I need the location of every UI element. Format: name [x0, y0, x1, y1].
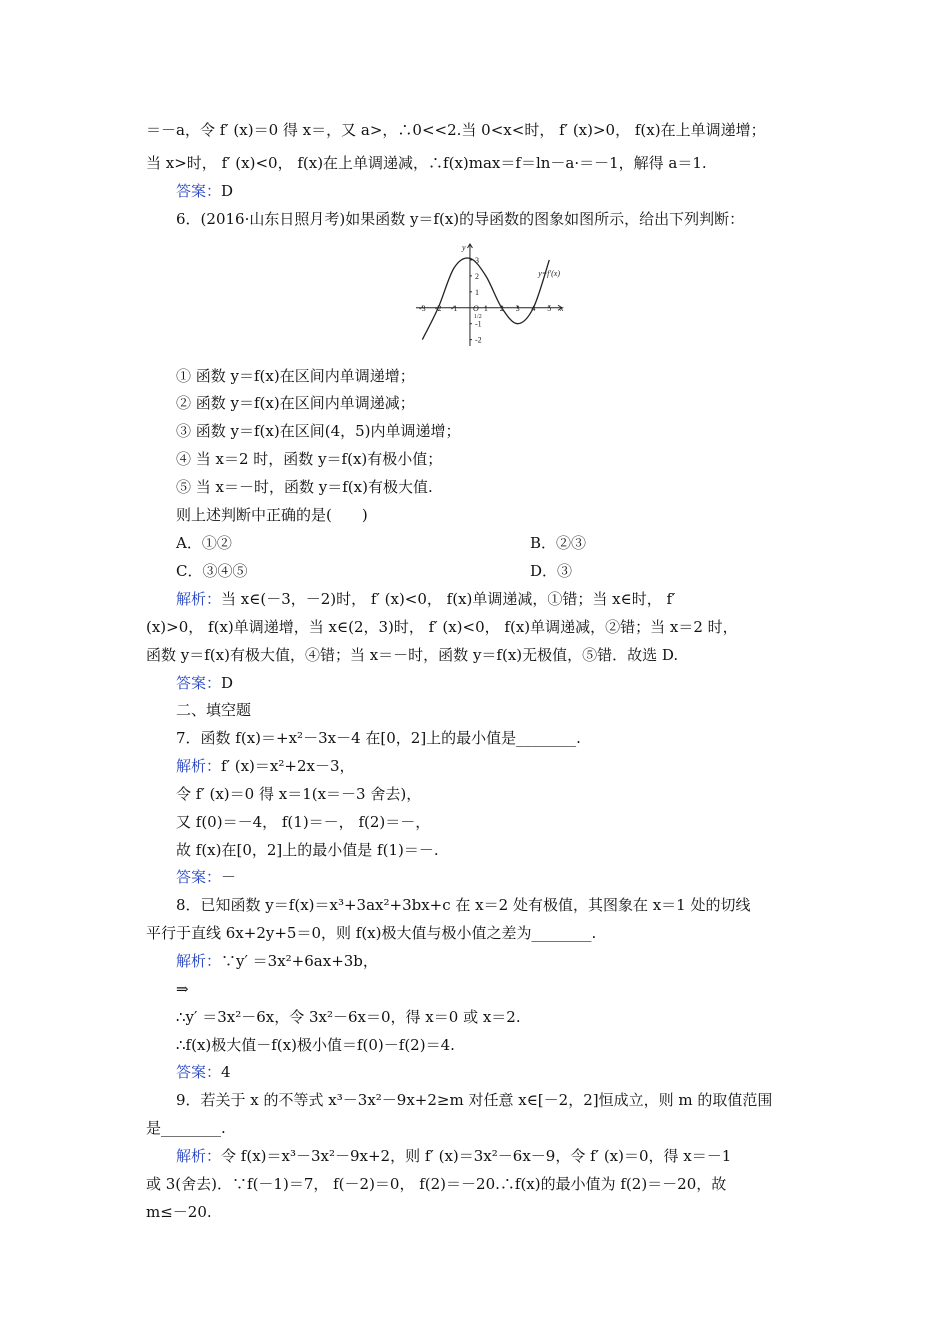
solution-text: f′ (x)＝x²+2x－3，	[221, 757, 355, 775]
option-d: D．③	[530, 562, 573, 580]
answer-value: 4	[221, 1063, 231, 1081]
solution-8-line-1	[176, 951, 378, 971]
solution-text: 令 f(x)＝x³－3x²－9x+2，则 f′ (x)＝3x²－6x－9，令 f′ (x)＝0，得 x＝－1	[221, 1147, 732, 1165]
solution-8-line-2: ⇒	[176, 980, 189, 998]
statement-4: ④ 当 x＝2 时，函数 y＝f(x)有极小值；	[176, 450, 443, 468]
solution-label: 解析：	[176, 1147, 222, 1165]
section-heading: 二、填空题	[176, 701, 252, 719]
option-a: A．①②	[176, 534, 232, 552]
y-tick-label: -1	[474, 319, 482, 329]
y-tick-label: 2	[474, 271, 479, 281]
question-7: 7．函数 f(x)＝+x²－3x－4 在[0，2]上的最小值是________.	[176, 729, 581, 747]
solution-7-line-1	[176, 756, 355, 776]
option-b: B．②③	[530, 534, 587, 552]
solution-label: 解析：	[176, 590, 222, 608]
x-tick-label: 1	[483, 303, 488, 313]
statement-3: ③ 函数 y＝f(x)在区间(4，5)内单调递增；	[176, 422, 461, 440]
option-c: C．③④⑤	[176, 562, 248, 580]
answer-label: 答案：	[176, 182, 222, 200]
answer-label: 答案：	[176, 674, 222, 692]
statement-1: ① 函数 y＝f(x)在区间内单调递增；	[176, 367, 415, 385]
answer-value: D	[221, 182, 234, 200]
answer-7	[176, 867, 236, 887]
solution-7-line-3: 又 f(0)＝－4， f(1)＝－， f(2)＝－，	[176, 813, 431, 831]
derivative-graph	[410, 238, 570, 350]
question-9-line-2: 是________.	[146, 1119, 226, 1137]
statement-2: ② 函数 y＝f(x)在区间内单调递减；	[176, 394, 415, 412]
answer-6	[176, 673, 233, 693]
solution-8-line-4: ∴f(x)极大值－f(x)极小值＝f(0)－f(2)＝4.	[176, 1036, 455, 1054]
x-half-tick-label: 1/2	[474, 313, 482, 320]
y-tick-label: -2	[474, 335, 482, 345]
solution-6-line-2: (x)>0， f(x)单调递增，当 x∈(2，3)时， f′ (x)<0， f(x)单调递减，②错；当 x＝2 时，	[146, 618, 738, 636]
y-axis-label: y	[461, 243, 466, 252]
solution-7-line-2: 令 f′ (x)＝0 得 x＝1(x＝－3 舍去)，	[176, 785, 422, 803]
y-tick-label: 1	[474, 287, 479, 297]
solution-7-line-4: 故 f(x)在[0，2]上的最小值是 f(1)＝－.	[176, 841, 439, 859]
solution-8-line-3: ∴y′ ＝3x²－6x，令 3x²－6x＝0，得 x＝0 或 x＝2.	[176, 1008, 521, 1026]
x-axis-label: x	[560, 303, 564, 313]
solution-label: 解析：	[176, 757, 222, 775]
solution-text: 当 x∈(－3，－2)时， f′ (x)<0， f(x)单调递减，①错；当 x∈时， f′	[221, 590, 676, 608]
y-tick-label: 3	[474, 255, 479, 265]
answer-8	[176, 1062, 231, 1082]
origin-label: O	[472, 303, 479, 313]
answer-value: －	[221, 868, 237, 886]
solution-9-line-3: m≤－20.	[146, 1203, 212, 1221]
question-6: 6．(2016·山东日照月考)如果函数 y＝f(x)的导函数的图象如图所示，给出下列判断：	[176, 210, 745, 228]
x-tick-label: -1	[450, 303, 458, 313]
x-tick-label: 2	[499, 303, 504, 313]
x-tick-label: 3	[515, 303, 520, 313]
x-tick-label: -2	[434, 303, 442, 313]
solution-6-line-3: 函数 y＝f(x)有极大值，④错；当 x＝－时，函数 y＝f(x)无极值，⑤错．故选 D.	[146, 646, 679, 664]
solution-9-line-1	[176, 1146, 731, 1166]
question-8-line-1: 8．已知函数 y＝f(x)＝x³+3ax²+3bx+c 在 x＝2 处有极值，其图象在 x＝1 处的切线	[176, 896, 751, 914]
answer-label: 答案：	[176, 1063, 222, 1081]
x-tick-label: 4	[531, 303, 536, 313]
solution-label: 解析：	[176, 952, 222, 970]
statement-5: ⑤ 当 x＝－时，函数 y＝f(x)有极大值.	[176, 478, 433, 496]
text-line-2: 当 x>时， f′ (x)<0， f(x)在上单调递减，∴f(x)max＝f＝ln－a·＝－1，解得 a＝1.	[146, 154, 707, 172]
curve-label: y=f′(x)	[538, 268, 561, 278]
answer-label: 答案：	[176, 868, 222, 886]
solution-6-line-1	[176, 589, 675, 609]
answer-5	[176, 181, 233, 201]
question-9-line-1: 9．若关于 x 的不等式 x³－3x²－9x+2≥m 对任意 x∈[－2，2]恒成立，则 m 的取值范围	[176, 1091, 773, 1109]
answer-value: D	[221, 674, 234, 692]
solution-text: ∵y′ ＝3x²+6ax+3b，	[221, 952, 378, 970]
question-8-line-2: 平行于直线 6x+2y+5＝0，则 f(x)极大值与极小值之差为________.	[146, 924, 597, 942]
text-line-1: ＝－a，令 f′ (x)＝0 得 x＝，又 a>，∴0<<2.当 0<x<时， f′ (x)>0， f(x)在上单调递增；	[146, 121, 766, 139]
solution-9-line-2: 或 3(舍去)．∵f(－1)＝7， f(－2)＝0， f(2)＝－20.∴f(x)的最小值为 f(2)＝－20，故	[146, 1175, 727, 1193]
question-6-ask: 则上述判断中正确的是( )	[176, 506, 368, 524]
x-tick-label: 5	[547, 303, 552, 313]
x-tick-label: -3	[419, 303, 426, 313]
